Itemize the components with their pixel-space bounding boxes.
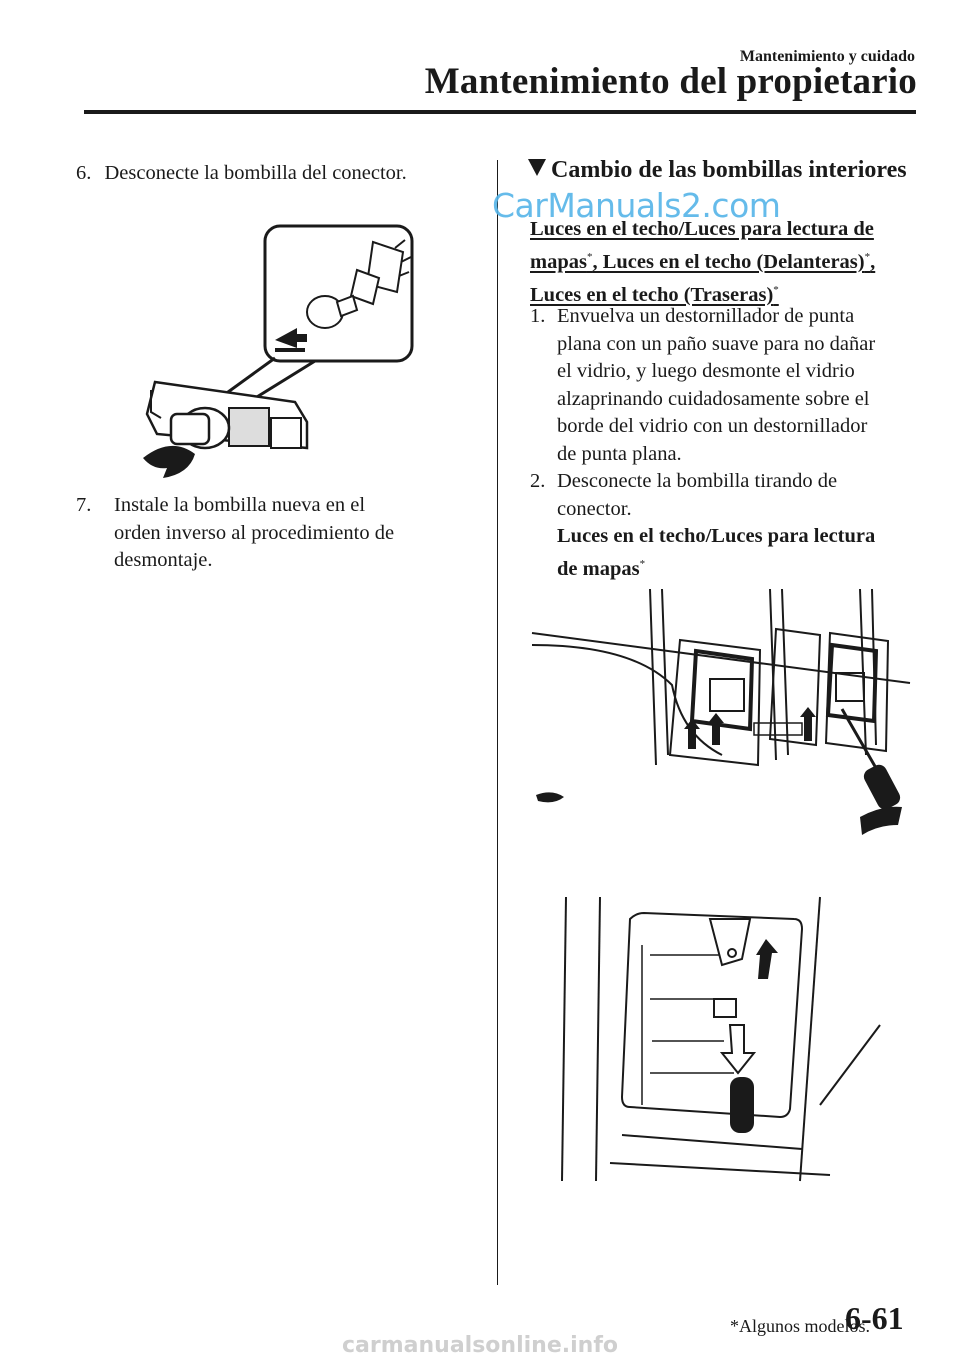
step-subheading-line: Luces en el techo/Luces para lectura xyxy=(557,525,876,547)
asterisk: * xyxy=(586,251,593,263)
step-1 xyxy=(530,303,930,468)
section-heading-text: Cambio de las bombillas interiores xyxy=(551,157,907,183)
map-light-removal-illustration xyxy=(530,585,915,860)
bulb-removal-illustration xyxy=(560,895,885,1185)
step-text-line: el vidrio, y luego desmonte el vidrio xyxy=(557,360,855,382)
triangle-marker-icon xyxy=(528,159,546,176)
page-number: 6-61 xyxy=(845,1300,904,1336)
step-text-line: Instale la bombilla nueva en el xyxy=(114,494,366,516)
step-7 xyxy=(76,492,486,575)
bulb-connector-illustration xyxy=(125,222,420,484)
step-subheading-line: de mapas xyxy=(557,557,640,580)
subheading xyxy=(530,215,875,309)
step-text-line: orden inverso al procedimiento de xyxy=(114,521,395,544)
watermark-carmanuals: CarManuals2.com xyxy=(492,186,781,225)
watermark-carmanualsonline: carmanualsonline.info xyxy=(342,1333,618,1358)
step-text-line: alzaprinando cuidadosamente sobre el xyxy=(557,387,870,410)
subheading-line: , xyxy=(870,250,876,273)
step-number: 6. xyxy=(76,162,92,184)
asterisk: * xyxy=(773,283,779,296)
step-number: 2. xyxy=(530,470,546,492)
asterisk: * xyxy=(639,557,646,570)
step-text-line: conector. xyxy=(557,497,632,520)
step-text-line: Desconecte la bombilla tirando de xyxy=(557,470,838,492)
step-number: 7. xyxy=(76,494,92,516)
subheading-line: , Luces en el techo (Delanteras) xyxy=(592,250,865,273)
step-text: Desconecte la bombilla del conector. xyxy=(104,162,407,184)
step-number: 1. xyxy=(530,305,546,327)
step-2 xyxy=(530,468,930,583)
subheading-line: mapas xyxy=(530,250,587,273)
header-rule xyxy=(84,110,916,114)
section-heading xyxy=(528,157,907,184)
step-text-line: de punta plana. xyxy=(557,442,682,465)
section-header: Mantenimiento y cuidado xyxy=(739,48,915,65)
step-text-line: desmontaje. xyxy=(114,549,213,571)
step-text-line: Envuelva un destornillador de punta xyxy=(557,305,855,327)
step-text-line: plana con un paño suave para no dañar xyxy=(557,332,876,355)
step-text-line: borde del vidrio con un destornillador xyxy=(557,415,868,437)
subheading-line: Luces en el techo (Traseras) xyxy=(530,283,774,306)
footnote: *Algunos modelos. xyxy=(730,1316,871,1336)
page-title: Mantenimiento del propietario xyxy=(424,61,917,102)
column-divider xyxy=(497,160,498,1285)
asterisk: * xyxy=(864,251,871,263)
subheading-line: Luces en el techo/Luces para lectura de xyxy=(530,218,874,240)
step-6 xyxy=(76,160,407,188)
